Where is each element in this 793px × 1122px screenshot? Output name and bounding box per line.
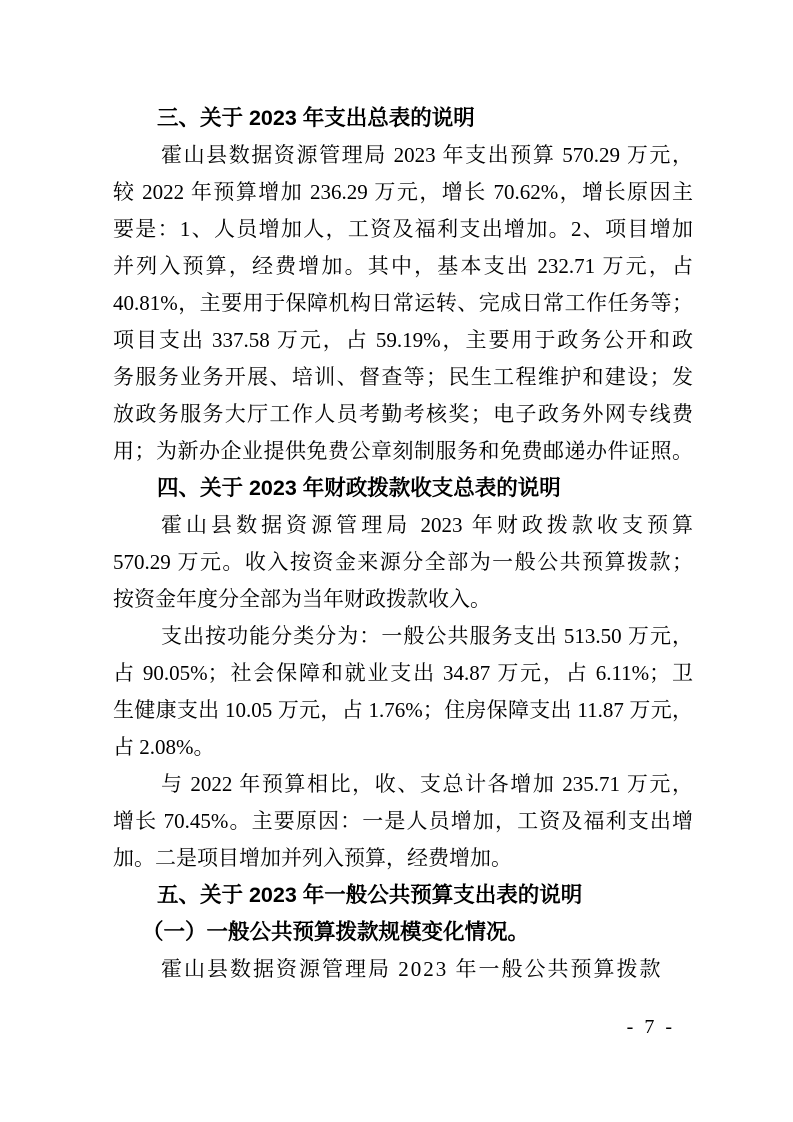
text-line: 570.29 万元。收入按资金来源分全部为一般公共预算拨款； (113, 550, 693, 574)
text-line: 40.81%，主要用于保障机构日常运转、完成日常工作任务等； (113, 291, 693, 315)
text-line: 霍山县数据资源管理局 2023 年财政拨款收支预算 (161, 513, 693, 537)
paragraph (113, 137, 693, 470)
text-line: 务服务业务开展、培训、督查等；民生工程维护和建设；发 (113, 365, 693, 389)
section-heading-general-public-budget-table: 五、关于 2023 年一般公共预算支出表的说明 (157, 883, 583, 907)
document-body (113, 100, 693, 988)
paragraph (113, 618, 693, 766)
section-heading-fiscal-appropriation-table: 四、关于 2023 年财政拨款收支总表的说明 (157, 476, 561, 500)
text-line: 占 90.05%；社会保障和就业支出 34.87 万元，占 6.11%；卫 (113, 661, 693, 685)
text-line: 与 2022 年预算相比，收、支总计各增加 235.71 万元， (161, 772, 693, 796)
text-line: 用；为新办企业提供免费公章刻制服务和免费邮递办件证照。 (113, 439, 693, 463)
paragraph (113, 951, 693, 988)
text-line: 增长 70.45%。主要原因：一是人员增加，工资及福利支出增 (113, 809, 693, 833)
subsection-heading-appropriation-scale-change: （一）一般公共预算拨款规模变化情况。 (142, 920, 530, 944)
paragraph (113, 766, 693, 877)
text-line: 并列入预算，经费增加。其中，基本支出 232.71 万元，占 (113, 254, 693, 278)
text-line: 生健康支出 10.05 万元，占 1.76%；住房保障支出 11.87 万元， (113, 698, 693, 722)
text-line: 要是：1、人员增加人，工资及福利支出增加。2、项目增加 (113, 217, 693, 241)
page-number: - 7 - (626, 1016, 675, 1038)
paragraph (113, 507, 693, 618)
text-line: 放政务服务大厅工作人员考勤考核奖；电子政务外网专线费 (113, 402, 693, 426)
text-line: 按资金年度分全部为当年财政拨款收入。 (113, 587, 491, 611)
text-line: 支出按功能分类分为：一般公共服务支出 513.50 万元， (161, 624, 693, 648)
text-line: 占 2.08%。 (113, 735, 215, 759)
text-line: 霍山县数据资源管理局 2023 年支出预算 570.29 万元， (161, 143, 693, 167)
text-line: 霍山县数据资源管理局 2023 年一般公共预算拨款 (161, 957, 663, 981)
text-line: 较 2022 年预算增加 236.29 万元，增长 70.62%，增长原因主 (113, 180, 693, 204)
text-line: 加。二是项目增加并列入预算，经费增加。 (113, 846, 512, 870)
text-line: 项目支出 337.58 万元，占 59.19%，主要用于政务公开和政 (113, 328, 693, 352)
section-heading-expenditure-table: 三、关于 2023 年支出总表的说明 (157, 106, 475, 130)
